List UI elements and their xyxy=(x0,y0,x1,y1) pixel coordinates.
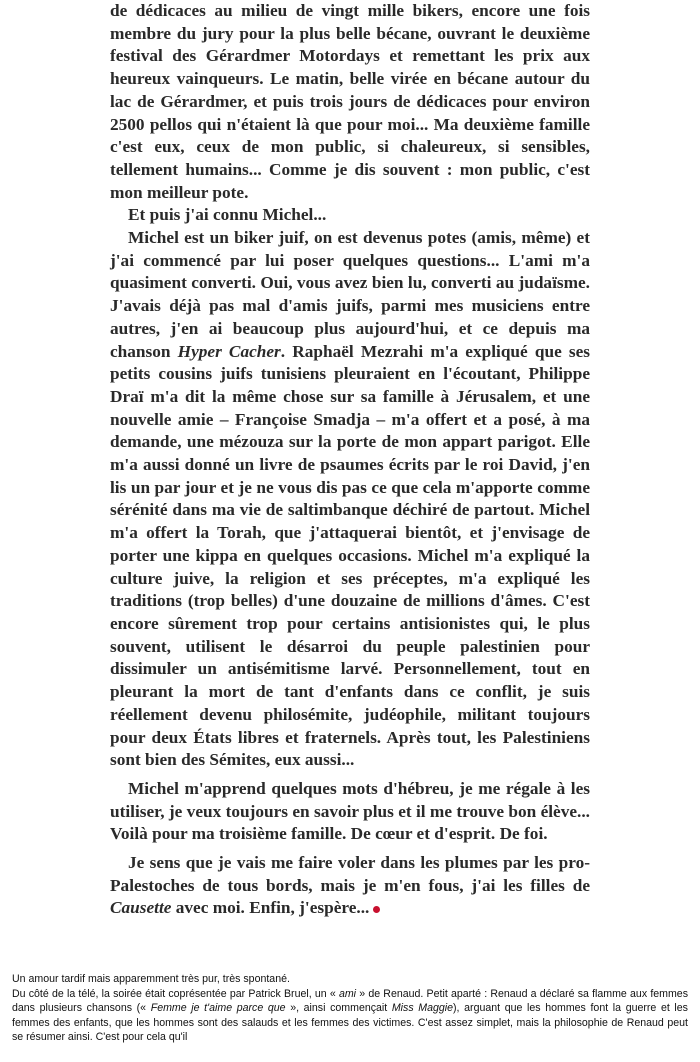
book-text-column xyxy=(110,0,590,920)
book-paragraph-1: de dédicaces au milieu de vingt mille bikers, encore une fois membre du jury pour la plus belle bécane, ouvrant le deuxième festival des Gérardmer Motordays et remettant les prix aux heureux vainqueurs. Le matin, belle virée en bécane autour du lac de Gérardmer, et puis trois jours de dédicaces pour environ 2500 pellos qui n'étaient là que pour moi... Ma deuxième famille c'est eux, ceux de mon public, si chaleureux, si sensibles, tellement humains... Comme je dis souvent : mon public, c'est mon meilleur pote. xyxy=(110,1,590,202)
magazine-title-causette: Causette xyxy=(110,898,172,918)
song-title-femme-je-taime: Femme je t'aime parce que xyxy=(150,1002,286,1015)
commentary-part-b: » de Renaud. Petit aparté : Renaud a déclaré sa flamme aux femmes dans plusieurs chansons (« xyxy=(12,987,688,1015)
book-paragraph-3 xyxy=(110,227,590,772)
book-paragraph-5-part-a: Je sens que je vais me faire voler dans les plumes par les pro-Palestoches de tous bords, mais je m'en fous, j'ai les filles de xyxy=(110,853,590,895)
song-title-miss-maggie: Miss Maggie xyxy=(391,1002,454,1015)
commentary-part-a: Du côté de la télé, la soirée était coprésentée par Patrick Bruel, un « xyxy=(12,987,339,1000)
commentary-part-d: ), arguant que les hommes font la guerre et les femmes des enfants, que les hommes sont des salauds et les femmes des victimes. C'est assez simplet, mais la philosophie de Renaud peut se résumer ainsi. C'est pour cela qu'il xyxy=(12,1002,688,1044)
end-of-article-dot-icon xyxy=(373,906,380,913)
book-paragraph-4: Michel m'apprend quelques mots d'hébreu, je me régale à les utiliser, je veux toujours en savoir plus et il me trouve bon élève... Voilà pour ma troisième famille. De cœur et d'esprit. De foi. xyxy=(110,778,590,844)
commentary-line-1: Un amour tardif mais apparemment très pur, très spontané. xyxy=(12,973,290,985)
commentary-part-c: », ainsi commençait xyxy=(285,1002,392,1015)
article-commentary xyxy=(12,972,688,1045)
book-paragraph-5 xyxy=(110,852,590,920)
commentary-paragraph-2 xyxy=(12,987,688,1045)
book-paragraph-5-part-b: avec moi. Enfin, j'espère... xyxy=(171,898,370,918)
book-paragraph-2: Et puis j'ai connu Michel... xyxy=(128,205,327,225)
book-paragraph-3-part-b: . Raphaël Mezrahi m'a expliqué que ses petits cousins juifs tunisiens pleuraient en l'écoutant, Philippe Draï m'a dit la même chose sur sa famille à Jérusalem, et une nouvelle amie – Françoise Smadja – m'a offert et a posé, à ma demande, une mézouza sur la porte de mon appart parigot. Elle m'a aussi donné un livre de psaumes écrits par le roi David, j'en lis un par jour et je ne vous dis pas ce que cela m'apporte comme sérénité dans ma vie de saltimbanque déchiré de partout. Michel m'a offert la Torah, que j'attaquerai bientôt, et j'envisage de porter une kippa en quelques occasions. Michel m'a expliqué la culture juive, la religion et ses préceptes, m'a expliqué les traditions (trop belles) d'une douzaine de millions d'âmes. C'est encore sûrement trop pour certains antisionistes qui, le plus souvent, utilisent le désarroi du peuple palestinien pour dissimuler un antisémitisme larvé. Personnellement, tout en pleurant la mort de tant d'enfants dans ce conflit, je suis réellement devenu philosémite, judéophile, militant toujours pour deux États libres et fraternels. Après tout, les Palestiniens sont bien des Sémites, eux aussi... xyxy=(110,341,590,770)
commentary-ami: ami xyxy=(338,987,357,1000)
song-title-hyper-cacher: Hyper Cacher xyxy=(177,341,281,361)
book-paragraph-3-part-a: Michel est un biker juif, on est devenus potes (amis, même) et j'ai commencé par lui poser quelques questions... L'ami m'a quasiment converti. Oui, vous avez bien lu, converti au judaïsme. J'avais déjà pas mal d'amis juifs, parmi mes musiciens entre autres, j'en ai beaucoup plus aujourd'hui, et ce depuis ma chanson xyxy=(110,228,590,361)
